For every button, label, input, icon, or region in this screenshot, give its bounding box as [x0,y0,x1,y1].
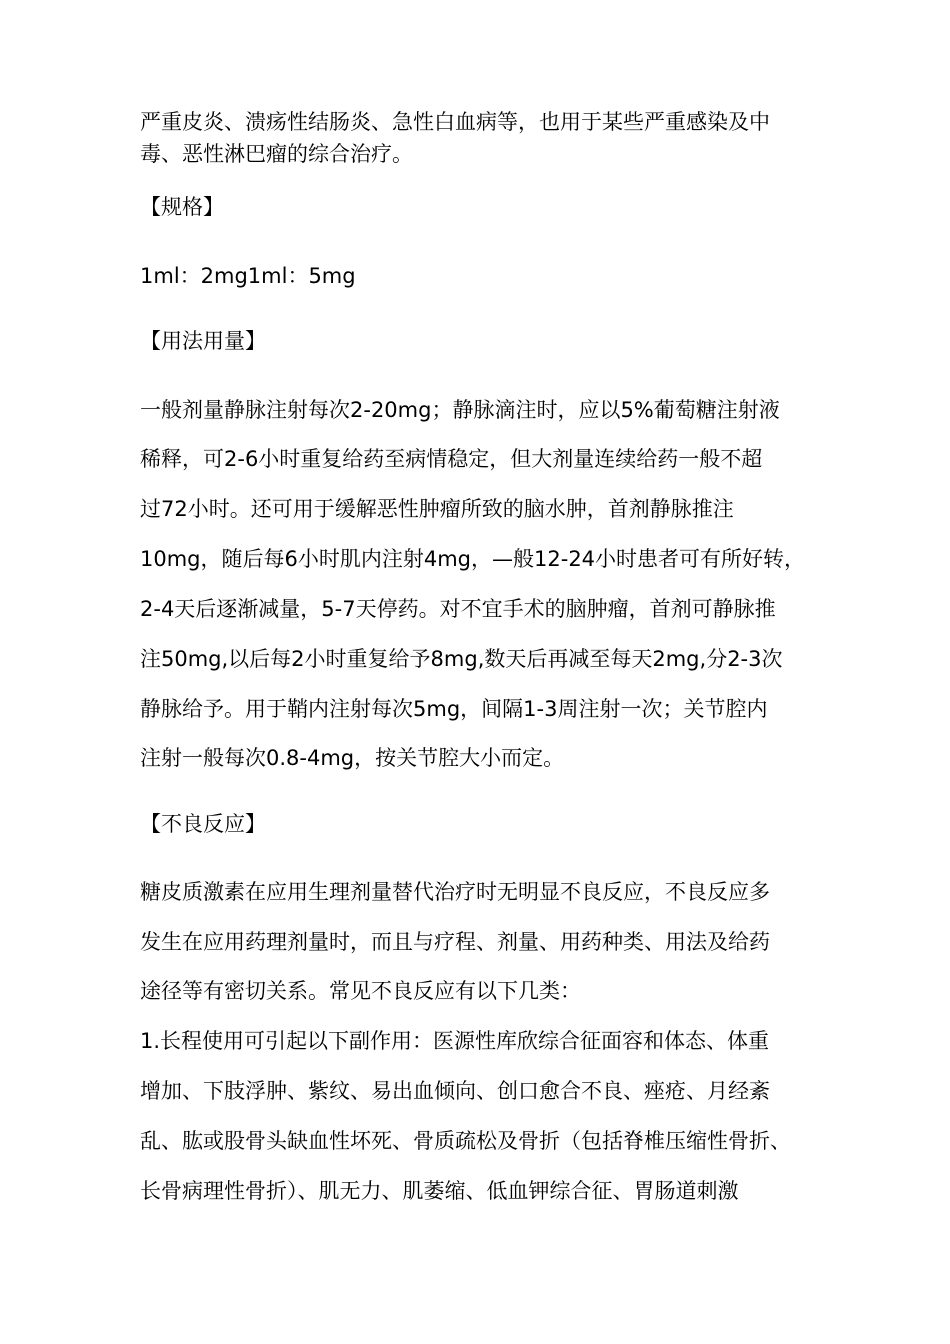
dosage-line-8: 注射一般每次0.8-4mg，按关节腔大小而定。 [140,746,565,770]
adverse-line-4: 1.长程使用可引起以下副作用：医源性库欣综合征面容和体态、体重 [140,1029,770,1053]
spec-line: 1ml：2mg1ml：5mg [140,264,356,288]
section-heading-adverse: 【不良反应】 [140,812,266,836]
adverse-line-2: 发生在应用药理剂量时，而且与疗程、剂量、用药种类、用法及给药 [140,930,770,954]
dosage-line-1: 一般剂量静脉注射每次2-20mg；静脉滴注时，应以5%葡萄糖注射液 [140,398,780,422]
adverse-line-3: 途径等有密切关系。常见不良反应有以下几类： [140,979,581,1003]
dosage-line-5: 2-4天后逐渐减量，5-7天停药。对不宜手术的脑肿瘤，首剂可静脉推 [140,597,776,621]
dosage-line-4: 10mg，随后每6小时肌内注射4mg，—般12-24小时患者可有所好转， [140,547,806,571]
adverse-line-7: 长骨病理性骨折）、肌无力、肌萎缩、低血钾综合征、胃肠道刺激 [140,1179,739,1203]
dosage-line-7: 静脉给予。用于鞘内注射每次5mg，间隔1-3周注射一次；关节腔内 [140,697,768,721]
adverse-line-6: 乱、肱或股骨头缺血性坏死、骨质疏松及骨折（包括脊椎压缩性骨折、 [140,1129,791,1153]
adverse-line-1: 糖皮质激素在应用生理剂量替代治疗时无明显不良反应，不良反应多 [140,880,770,904]
dosage-line-6: 注50mg,以后每2小时重复给予8mg,数天后再减至每天2mg,分2-3次 [140,647,783,671]
section-heading-spec: 【规格】 [140,195,224,219]
section-heading-dosage: 【用法用量】 [140,329,266,353]
adverse-line-5: 增加、下肢浮肿、紫纹、易出血倾向、创口愈合不良、痤疮、月经紊 [140,1079,770,1103]
intro-line-2: 毒、恶性淋巴瘤的综合治疗。 [140,142,413,166]
dosage-line-2: 稀释，可2-6小时重复给药至病情稳定，但大剂量连续给药一般不超 [140,447,763,471]
intro-line-1: 严重皮炎、溃疡性结肠炎、急性白血病等，也用于某些严重感染及中 [140,110,770,134]
dosage-line-3: 过72小时。还可用于缓解恶性肿瘤所致的脑水肿，首剂静脉推注 [140,497,734,521]
